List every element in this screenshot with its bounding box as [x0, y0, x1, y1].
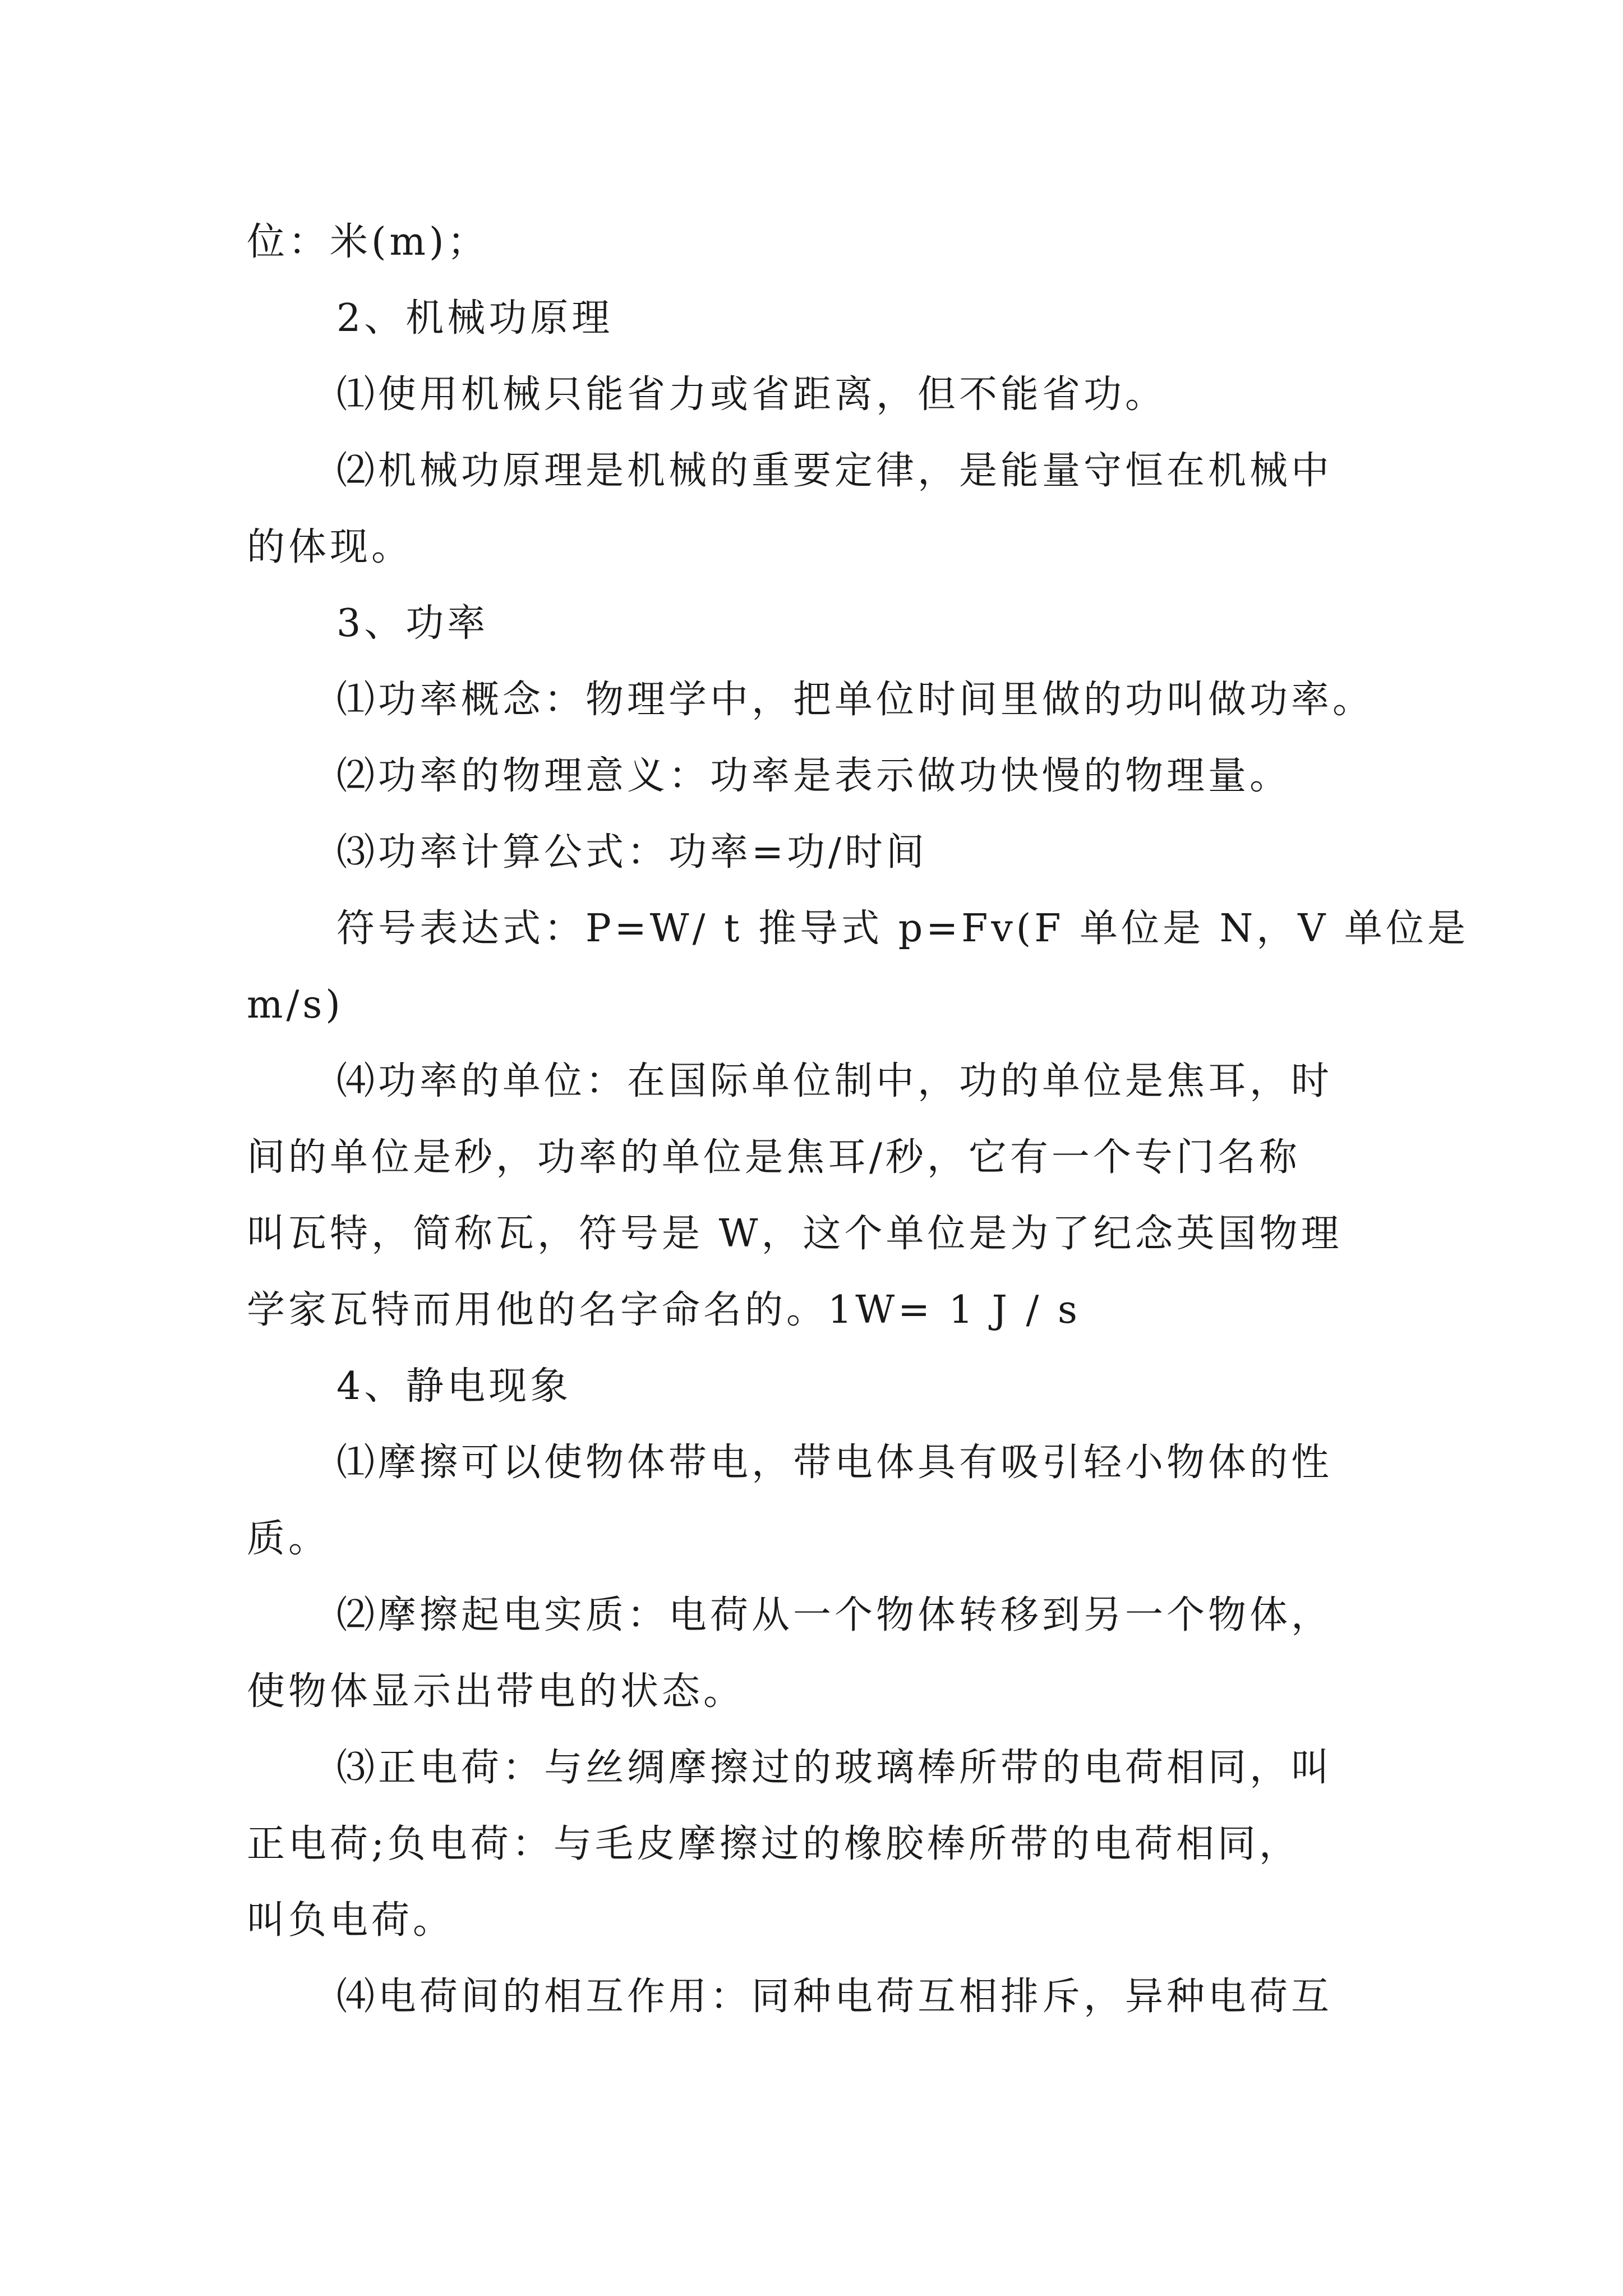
text-line: 间的单位是秒，功率的单位是焦耳/秒，它有一个专门名称: [247, 1135, 1301, 1180]
text-line: ⑴使用机械只能省力或省距离，但不能省功。: [336, 372, 1167, 417]
text-line: 使物体显示出带电的状态。: [247, 1669, 745, 1714]
formula-line: 符号表达式：P=W/ t 推导式 p=Fv(F 单位是 N，V 单位是: [336, 907, 1469, 951]
text-line: 叫瓦特，简称瓦，符号是 W，这个单位是为了纪念英国物理: [247, 1212, 1343, 1256]
text-line-unit-meter: 位：米(m)；: [247, 220, 489, 264]
text-line: ⑵功率的物理意义：功率是表示做功快慢的物理量。: [336, 754, 1292, 798]
text-line: ⑴功率概念：物理学中，把单位时间里做的功叫做功率。: [336, 678, 1375, 722]
text-line: ⑷功率的单位：在国际单位制中，功的单位是焦耳，时: [336, 1059, 1333, 1103]
text-line: 的体现。: [247, 525, 413, 569]
formula-line: m/s): [247, 983, 344, 1027]
text-line: ⑷电荷间的相互作用：同种电荷互相排斥，异种电荷互: [336, 1975, 1333, 2019]
heading-power: 3、功率: [336, 601, 489, 646]
text-line: ⑴摩擦可以使物体带电，带电体具有吸引轻小物体的性: [336, 1441, 1333, 1485]
heading-mechanical-work-principle: 2、机械功原理: [336, 296, 614, 341]
text-line: 质。: [247, 1517, 330, 1561]
text-line: ⑵机械功原理是机械的重要定律，是能量守恒在机械中: [336, 449, 1333, 493]
text-line: 正电荷;负电荷：与毛皮摩擦过的橡胶棒所带的电荷相同，: [247, 1822, 1301, 1866]
text-line: 学家瓦特而用他的名字命名的。1W= 1 J / s: [247, 1288, 1081, 1332]
heading-electrostatics: 4、静电现象: [336, 1364, 572, 1409]
text-line: ⑵摩擦起电实质：电荷从一个物体转移到另一个物体，: [336, 1593, 1333, 1637]
text-line: ⑶功率计算公式：功率=功/时间: [336, 830, 928, 875]
text-line: 叫负电荷。: [247, 1898, 455, 1943]
text-line: ⑶正电荷：与丝绸摩擦过的玻璃棒所带的电荷相同，叫: [336, 1746, 1333, 1790]
